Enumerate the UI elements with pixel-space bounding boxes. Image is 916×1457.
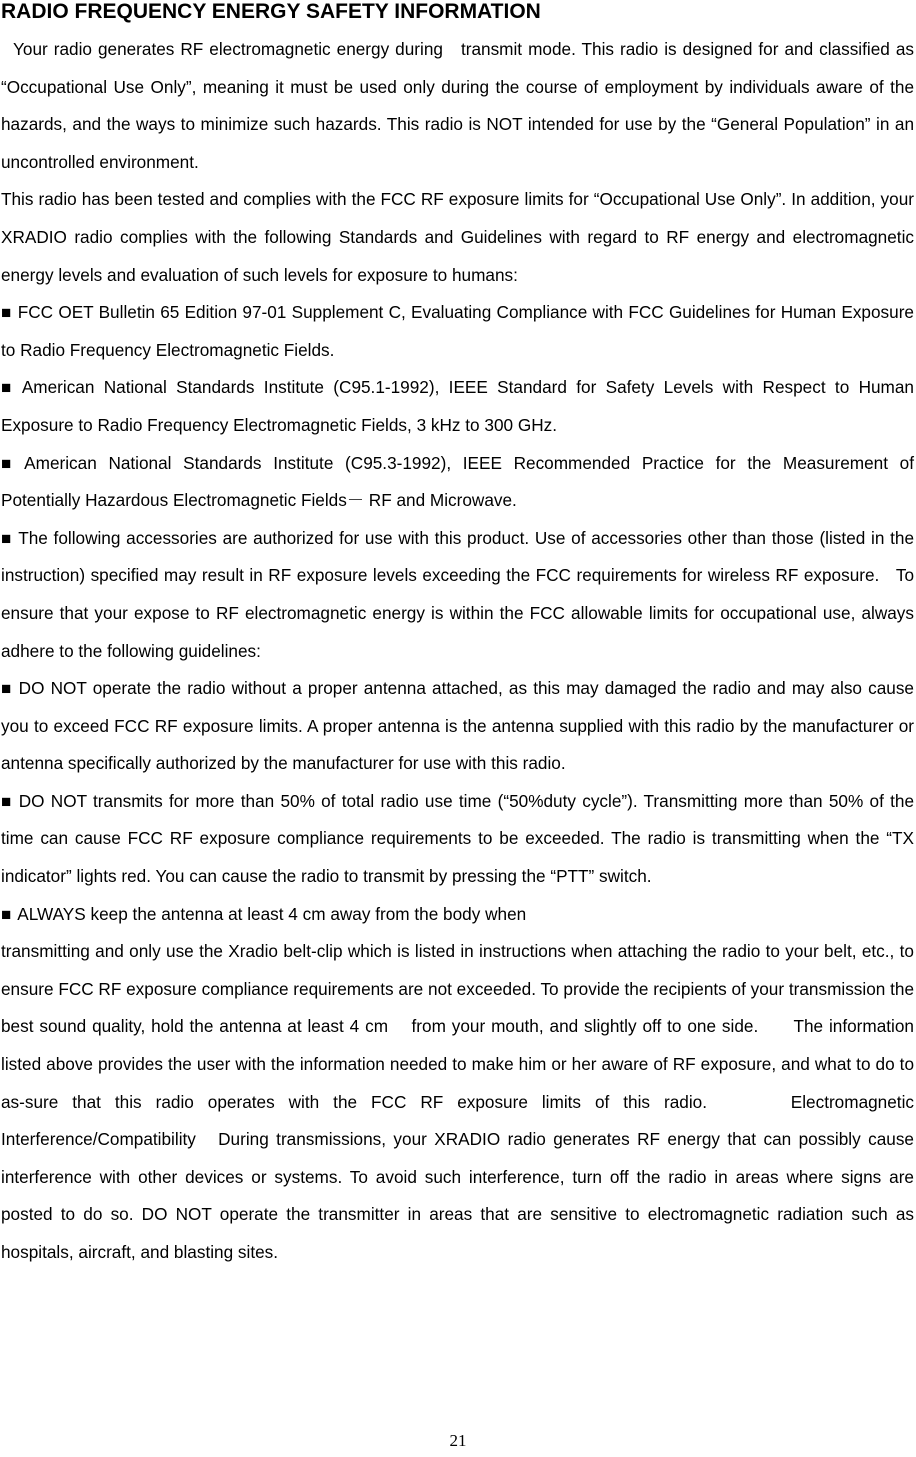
bullet-square-icon: ■: [1, 791, 13, 811]
page-number: 21: [449, 1431, 467, 1450]
bullet-text: American National Standards Institute (C95.1-1992), IEEE Standard for Safety Levels with Respect to Human Exposure to Radio Frequency Electromagnetic Fields, 3 kHz to 300 GHz.: [1, 377, 914, 435]
page-title: RADIO FREQUENCY ENERGY SAFETY INFORMATION: [1, 0, 541, 23]
bullet-square-icon: ■: [1, 378, 16, 398]
bullet-text: DO NOT transmits for more than 50% of total radio use time (“50%duty cycle”). Transmitting more than 50% of the time can cause FCC RF exposure compliance requirements to be exceeded. The radio is transmitting when the “TX indicator” lights red. You can cause the radio to transmit by pressing the “PTT” switch.: [1, 790, 914, 887]
bullet-item-accessories: [1, 520, 914, 670]
bullet-square-icon: ■: [1, 679, 13, 699]
bullet-square-icon: ■: [1, 528, 13, 548]
bullet-square-icon: ■: [1, 904, 12, 924]
bullet-square-icon: ■: [1, 453, 19, 473]
bullet-item-duty-cycle: [1, 783, 914, 896]
bullet-item-antenna: [1, 670, 914, 783]
intro-paragraph: Your radio generates RF electromagnetic energy during transmit mode. This radio is designed for and classified as “Occupational Use Only”, meaning it must be used only during the course of employment by individuals aware of the hazards, and the ways to minimize such hazards. This radio is NOT intended for use by the “General Population” in an uncontrolled environment.: [1, 39, 914, 172]
bullet-text: FCC OET Bulletin 65 Edition 97-01 Supplement C, Evaluating Compliance with FCC Guidelines for Human Exposure to Radio Frequency Electromagnetic Fields.: [1, 302, 914, 360]
bullet-item-fcc-oet: [1, 294, 914, 369]
body-text: [1, 31, 914, 1272]
compliance-paragraph: This radio has been tested and complies with the FCC RF exposure limits for “Occupational Use Only”. In addition, your XRADIO radio complies with the following Standards and Guidelines with regard to RF energy and electromagnetic energy levels and evaluation of such levels for exposure to humans:: [1, 189, 914, 285]
bullet-text: ALWAYS keep the antenna at least 4 cm away from the body when: [17, 903, 527, 924]
bullet-item-distance: [1, 896, 914, 934]
bullet-text: The following accessories are authorized for use with this product. Use of accessories other than those (listed in the instruction) specified may result in RF exposure levels exceeding the FCC requirements for wireless RF exposure. To ensure that your expose to RF electromagnetic energy is within the FCC allowable limits for occupational use, always adhere to the following guidelines:: [1, 527, 914, 661]
bullet-text: DO NOT operate the radio without a proper antenna attached, as this may damaged the radio and may also cause you to exceed FCC RF exposure limits. A proper antenna is the antenna supplied with this radio by the manufacturer or antenna specifically authorized by the manufacturer for use with this radio.: [1, 678, 914, 774]
bullet-text: American National Standards Institute (C95.3-1992), IEEE Recommended Practice for the Measurement of Potentially Hazardous Electromagnetic Fields－ RF and Microwave.: [1, 452, 914, 511]
closing-paragraph: transmitting and only use the Xradio belt-clip which is listed in instructions when attaching the radio to your belt, etc., to ensure FCC RF exposure compliance requirements are not exceeded. To provide the recipients of your transmission the best sound quality, hold the antenna at least 4 cm from your mouth, and slightly off to one side. The information listed above provides the user with the information needed to make him or her aware of RF exposure, and what to do to as-sure that this radio operates with the FCC RF exposure limits of this radio. Electromagnetic Interference/Compatibility During transmissions, your XRADIO radio generates RF energy that can possibly cause interference with other devices or systems. To avoid such interference, turn off the radio in areas where signs are posted to do so. DO NOT operate the transmitter in areas that are sensitive to electromagnetic radiation such as hospitals, aircraft, and blasting sites.: [1, 941, 914, 1262]
bullet-item-ansi-c95-3: [1, 445, 914, 520]
bullet-square-icon: ■: [1, 303, 12, 323]
bullet-item-ansi-c95-1: [1, 369, 914, 444]
